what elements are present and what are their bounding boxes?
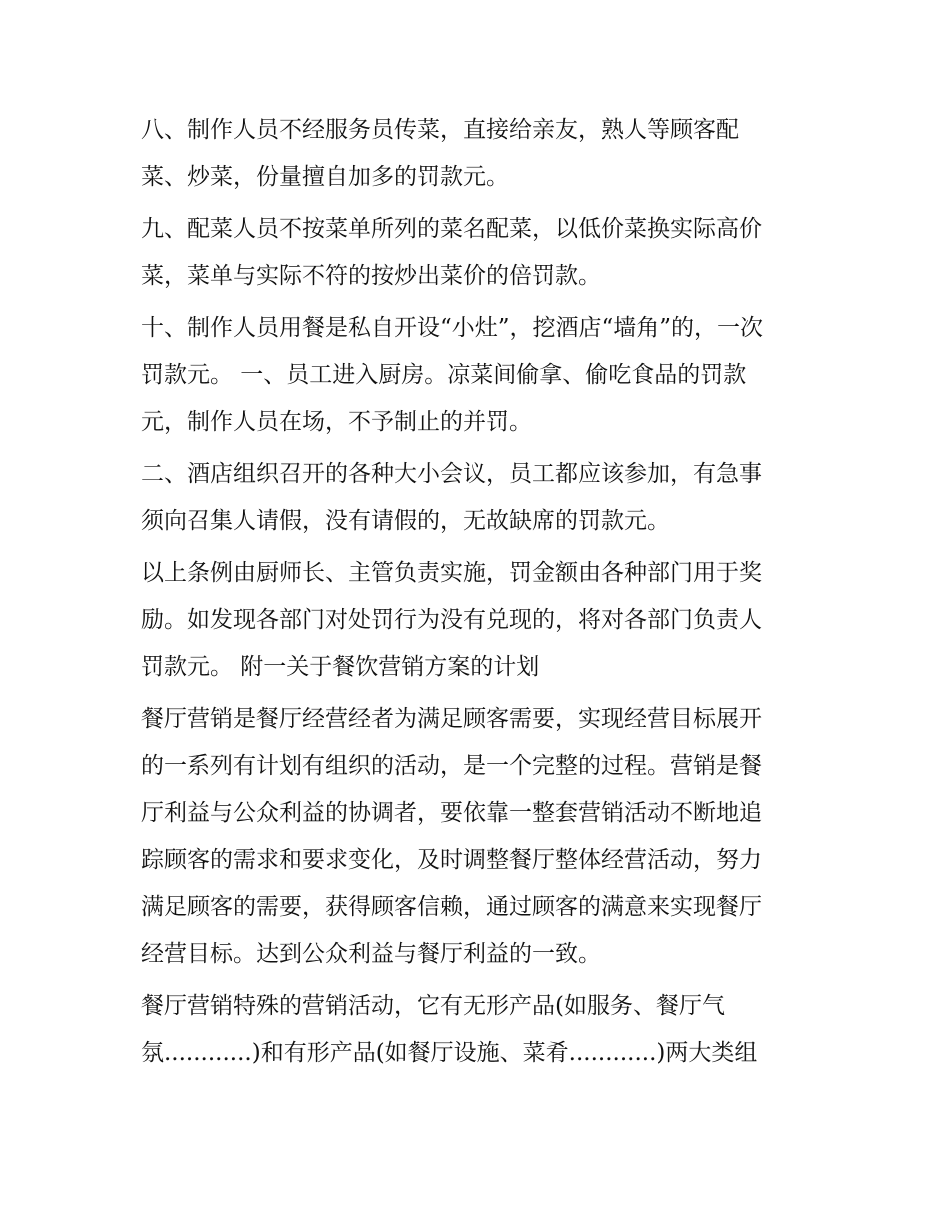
text-line: 菜，菜单与实际不符的按炒出菜价的倍罚款。 bbox=[141, 263, 601, 289]
text-line: 满足顾客的需要，获得顾客信赖，通过顾客的满意来实现餐厅 bbox=[141, 894, 762, 920]
text-line: 十、制作人员用餐是私自开设“小灶”，挖酒店“墙角”的，一次 bbox=[141, 315, 764, 341]
text-line: 的一系列有计划有组织的活动，是一个完整的过程。营销是餐 bbox=[141, 753, 762, 779]
text-line: 餐厅营销特殊的营销活动，它有无形产品(如服务、餐厅气 bbox=[141, 993, 725, 1019]
text-line: 二、酒店组织召开的各种大小会议，员工都应该参加，有急事 bbox=[141, 461, 762, 487]
paragraph-marketing-intro bbox=[141, 696, 821, 978]
text-line: 氛............)和有形产品(如餐厅设施、菜肴............)两大类组 bbox=[141, 1040, 758, 1066]
text-line: 九、配菜人员不按菜单所列的菜名配菜，以低价菜换实际高价 bbox=[141, 216, 762, 242]
text-line: 菜、炒菜，份量擅自加多的罚款元。 bbox=[141, 164, 509, 190]
text-line: 餐厅营销是餐厅经营经者为满足顾客需要，实现经营目标展开 bbox=[141, 706, 762, 732]
paragraph-marketing-products bbox=[141, 983, 821, 1077]
text-line: 厅利益与公众利益的协调者，要依靠一整套营销活动不断地追 bbox=[141, 800, 762, 826]
text-line: 罚款元。 一、员工进入厨房。凉菜间偷拿、偷吃食品的罚款 bbox=[141, 362, 747, 388]
text-line: 经营目标。达到公众利益与餐厅利益的一致。 bbox=[141, 941, 601, 967]
text-line: 罚款元。 附一关于餐饮营销方案的计划 bbox=[141, 654, 540, 680]
document-body bbox=[141, 107, 821, 1082]
paragraph-10 bbox=[141, 305, 821, 446]
paragraph-implementation bbox=[141, 550, 821, 691]
text-line: 八、制作人员不经服务员传菜，直接给亲友，熟人等顾客配 bbox=[141, 117, 739, 143]
text-line: 以上条例由厨师长、主管负责实施，罚金额由各种部门用于奖 bbox=[141, 560, 762, 586]
text-line: 踪顾客的需求和要求变化，及时调整餐厅整体经营活动，努力 bbox=[141, 847, 762, 873]
text-line: 须向召集人请假，没有请假的，无故缺席的罚款元。 bbox=[141, 508, 670, 534]
paragraph-8 bbox=[141, 107, 821, 201]
text-line: 元，制作人员在场，不予制止的并罚。 bbox=[141, 409, 532, 435]
text-line: 励。如发现各部门对处罚行为没有兑现的，将对各部门负责人 bbox=[141, 607, 762, 633]
paragraph-2 bbox=[141, 451, 821, 545]
paragraph-9 bbox=[141, 206, 821, 300]
